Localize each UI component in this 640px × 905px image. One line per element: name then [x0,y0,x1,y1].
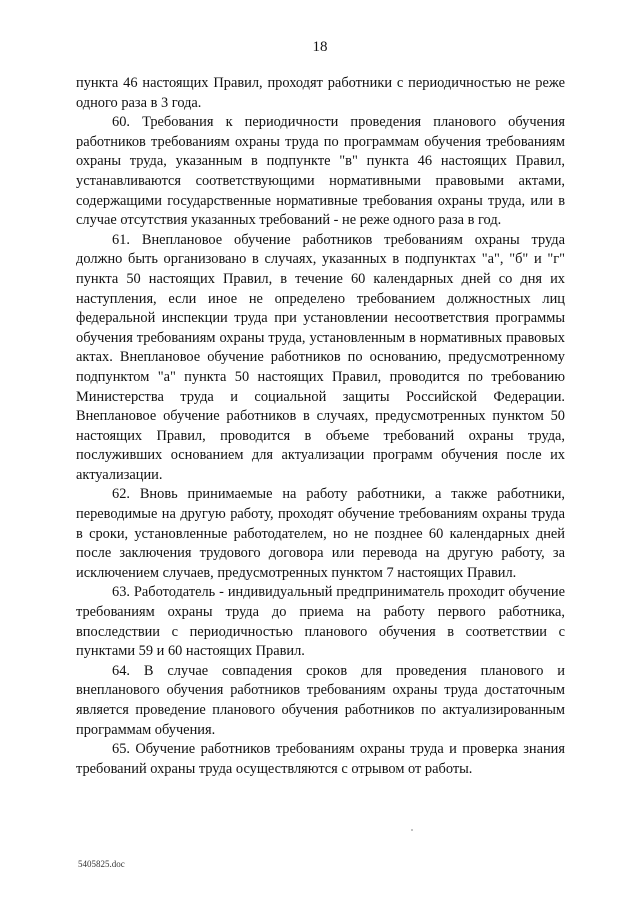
page-number: 18 [312,39,328,55]
scan-speck [411,829,413,831]
document-body [76,74,565,779]
footer-file-name: 5405825.doc [78,859,125,869]
paragraph-63: 63. Работодатель - индивидуальный предприниматель проходит обучение требованиям охраны труда до приема на работу первого работника, впоследствии с периодичностью планового обучения в соответствии с пунктами 59 и 60 настоящих Правил. [76,584,565,660]
paragraph-62: 62. Вновь принимаемые на работу работники, а также работники, переводимые на другую работу, проходят обучение требованиям охраны труда в сроки, установленные работодателем, но не позднее 60 календарных дней после заключения трудового договора или перевода на другую работу, за исключением случаев, предусмотренных пунктом 7 настоящих Правил. [76,486,565,581]
paragraph-continuation: пункта 46 настоящих Правил, проходят работники с периодичностью не реже одного раза в 3 года. [76,75,565,111]
paragraph-61: 61. Внеплановое обучение работников требованиям охраны труда должно быть организовано в случаях, указанных в подпунктах "а", "б" и "г" пункта 50 настоящих Правил, в течение 60 календарных дней со дня их наступления, если иное не определено требованием должностных лиц федеральной инспекции труда при установлении несоответствия программы обучения требованиям охраны труда, установленным в нормативных правовых актах. Внеплановое обучение работников по основанию, предусмотренному подпунктом "а" пункта 50 настоящих Правил, проводится по требованию Министерства труда и социальной защиты Российской Федерации. Внеплановое обучение работников в случаях, предусмотренных пунктом 50 настоящих Правил, проводится в объеме требований охраны труда, послуживших основанием для актуализации программ обучения после их актуализации. [76,231,565,483]
paragraph-65: 65. Обучение работников требованиям охраны труда и проверка знания требований охраны труда осуществляются с отрывом от работы. [76,741,565,777]
paragraph-60: 60. Требования к периодичности проведения планового обучения работников требованиям охраны труда по программам обучения требованиям охраны труда, указанным в подпункте "в" пункта 46 настоящих Правил, устанавливаются соответствующими нормативными правовыми актами, содержащими государственные нормативные требования охраны труда, или в случае отсутствия указанных требований - не реже одного раза в год. [76,114,565,229]
paragraph-64: 64. В случае совпадения сроков для проведения планового и внепланового обучения работников требованиям охраны труда достаточным является проведение планового обучения работников по актуализированным программам обучения. [76,662,565,738]
